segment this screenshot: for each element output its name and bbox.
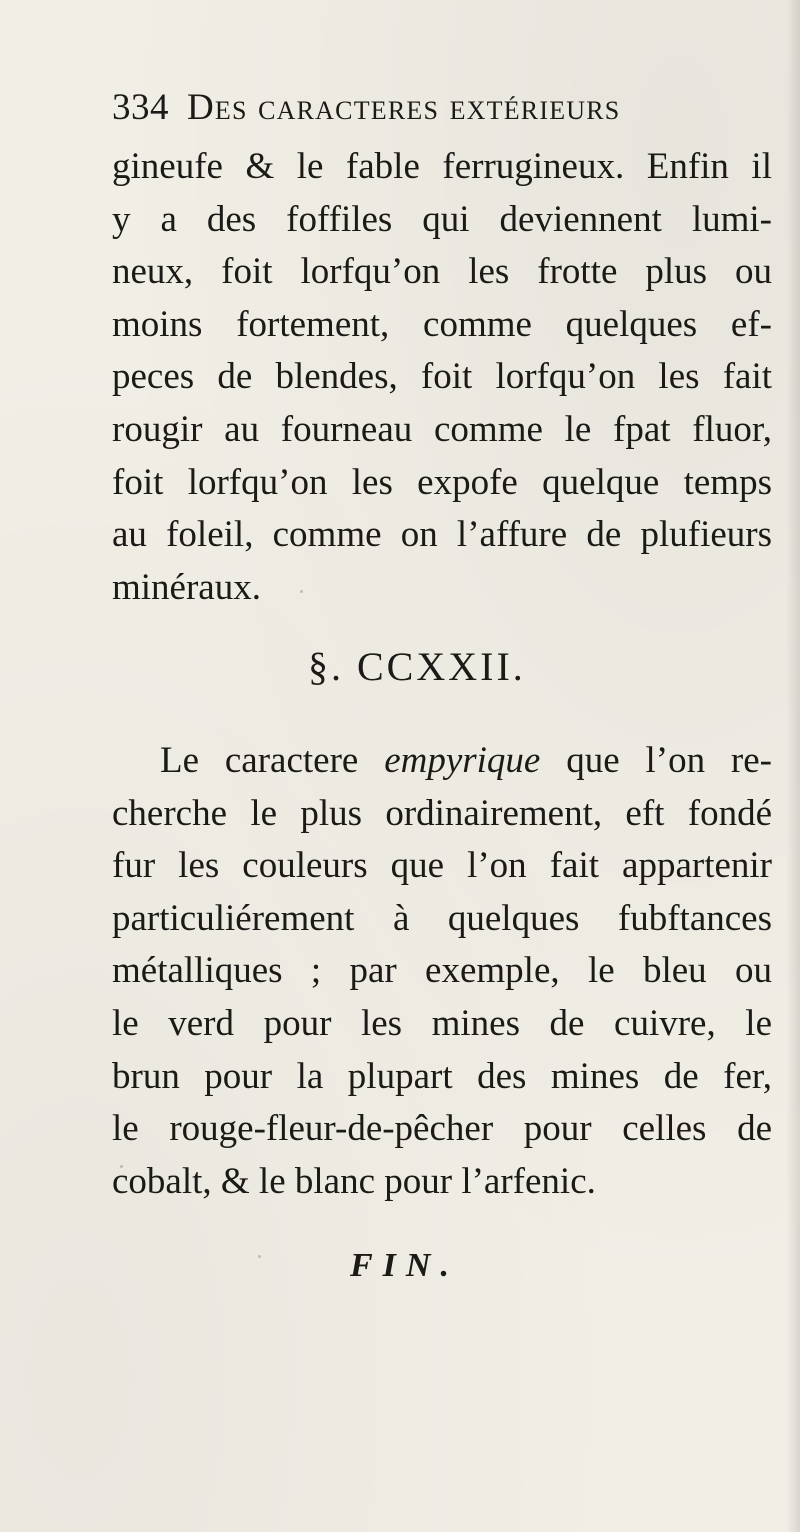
text-line: brun pour la plupart des mines de fer,: [112, 1055, 772, 1097]
text-line: moins fortement, comme quelques ef-: [112, 303, 772, 345]
text-line: peces de blendes, foit lorfqu’on les fait: [112, 356, 772, 398]
text-line: foit lorfqu’on les expofe quelque temps: [112, 461, 772, 503]
paper-speck: [300, 590, 303, 593]
text-line: cobalt, & le blanc pour l’arfenic.: [112, 1160, 596, 1202]
text-line: le verd pour les mines de cuivre, le: [112, 1002, 772, 1044]
page-header: [112, 86, 742, 130]
text-line: le rouge-fleur-de-pêcher pour celles de: [112, 1108, 772, 1150]
text-line: rougir au fourneau comme le fpat fluor,: [112, 408, 772, 450]
text-line: gineufe & le fable ferrugineux. Enfin il: [112, 146, 772, 187]
text-line: minéraux.: [112, 566, 261, 608]
text-line: particuliérement à quelques fubftances: [112, 897, 772, 939]
paper-speck: [120, 1165, 123, 1168]
text-line: y a des foffiles qui deviennent lumi-: [112, 198, 772, 240]
page-edge-shadow: [786, 0, 800, 1532]
text-line: métalliques ; par exemple, le bleu ou: [112, 950, 772, 992]
italic-term: empyrique: [384, 740, 541, 781]
fin-mark: FIN.: [350, 1247, 459, 1284]
text-line: au foleil, comme on l’affure de plufieurs: [112, 514, 772, 556]
section-heading: §. CCXXII.: [308, 644, 526, 689]
text-span: Le caractere: [160, 740, 385, 781]
paper-speck: [258, 1255, 261, 1258]
text-line: [112, 735, 772, 788]
text-line: neux, foit lorfqu’on les frotte plus ou: [112, 251, 772, 293]
paragraph-1: [112, 141, 772, 614]
paragraph-2: [112, 735, 772, 1208]
page-number: 334: [112, 87, 169, 128]
text-line: fur les couleurs que l’on fait appartenir: [112, 845, 772, 887]
text-span: que l’on re-: [540, 740, 772, 781]
running-head: Des caracteres extérieurs: [187, 87, 621, 128]
text-line: cherche le plus ordinairement, eft fondé: [112, 792, 772, 834]
